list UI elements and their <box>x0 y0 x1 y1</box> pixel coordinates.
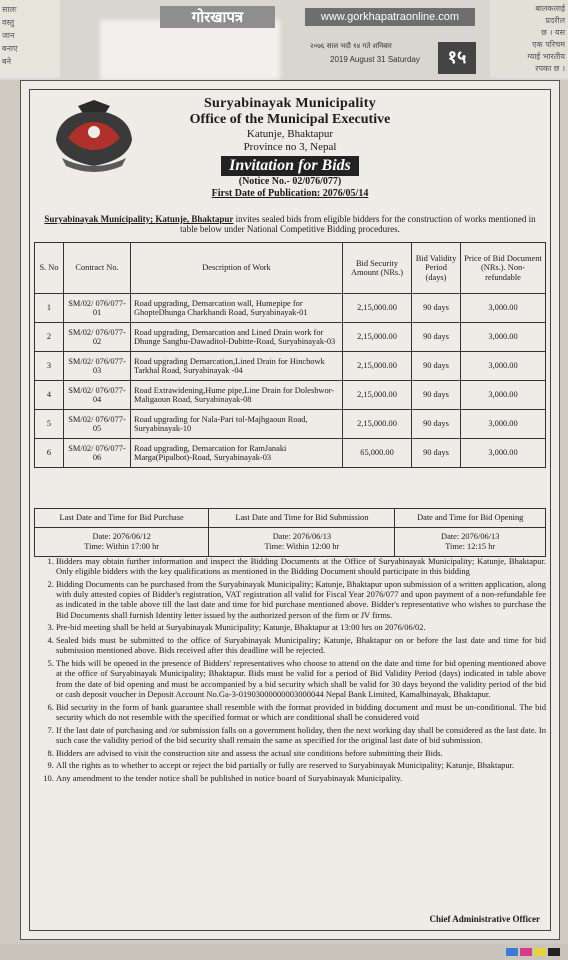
header-validity: Bid Validity Period (days) <box>412 243 461 294</box>
cell-price: 3,000.00 <box>461 294 546 323</box>
terms-list <box>34 556 546 786</box>
list-item: 1. Bidders may obtain further information and inspect the Bidding Documents at the Office of Suryabinayak Municipality; Katunje, Bhaktapur. Only eligible bidders with the key qualifications as mentioned in the Bidding Document should participate in this bidding <box>56 556 546 576</box>
table-row <box>35 352 546 381</box>
masthead-left-line: बनाए <box>2 44 18 53</box>
cell-amount: 2,15,000.00 <box>343 323 412 352</box>
masthead-right-line: रपका छ । <box>535 64 565 73</box>
cell-sno: 4 <box>35 381 64 410</box>
cell-sno: 2 <box>35 323 64 352</box>
bid-table-header-row <box>35 243 546 294</box>
cell-validity: 90 days <box>412 439 461 468</box>
cell-contract: SM/02/ 076/077-01 <box>64 294 131 323</box>
cell-price: 3,000.00 <box>461 381 546 410</box>
header-amount: Bid Security Amount (NRs.) <box>343 243 412 294</box>
masthead-right-line: प्रदरील <box>545 16 565 25</box>
opening-time: Time: 12:15 hr <box>445 542 496 551</box>
page-number: १५ <box>438 42 476 74</box>
newspaper-logo: गोरखापत्र <box>160 6 275 28</box>
submission-header: Last Date and Time for Bid Submission <box>209 509 395 528</box>
cell-contract: SM/02/ 076/077-05 <box>64 410 131 439</box>
cell-validity: 90 days <box>412 352 461 381</box>
page-bottom-strip <box>0 944 568 960</box>
opening-date: Date: 2076/06/13 <box>441 532 500 541</box>
masthead-right-line: छ । यस <box>541 28 565 37</box>
cell-description: Road upgrading, Demarcation wall, Humepipe for GhopteDhunga Charkhandi Road, Suryabinayak-01 <box>131 294 343 323</box>
notice-header <box>30 96 550 200</box>
submission-date: Date: 2076/06/13 <box>272 532 332 541</box>
intro-text: invites sealed bids from eligible bidders for the construction of works mentioned in table below under National Competitive Bidding procedures. <box>180 214 536 234</box>
list-item: 9. All the rights as to whether to accept or reject the bid partially or fully are reserved to Suryabinayak Municipality; Katunje, Bhaktapur. <box>56 760 546 770</box>
table-row <box>35 381 546 410</box>
office-name: Office of the Municipal Executive <box>189 112 391 127</box>
opening-cell <box>395 528 546 557</box>
purchase-cell <box>35 528 209 557</box>
cell-amount: 65,000.00 <box>343 439 412 468</box>
bid-notice <box>20 80 560 940</box>
header-description: Description of Work <box>131 243 343 294</box>
cell-description: Road upgrading, Demarcation and Lined Drain work for Dhunge Sanghu-Dawaditol-Dubitte-Road, Suryabinayak-03 <box>131 323 343 352</box>
cell-validity: 90 days <box>412 294 461 323</box>
notice-title: Invitation for Bids <box>221 156 359 176</box>
date-english: 2019 August 31 Saturday <box>330 55 420 64</box>
cell-description: Road upgrading for Nala-Pari tol-Majhgaoun Road, Suryabinayak-10 <box>131 410 343 439</box>
list-item: 7. If the last date of purchasing and /or submission falls on a government holiday, then the next working day shall be considered as the last date. In such case the validity period of the bid security shall remain the same as specified for the original last date of bid submission. <box>56 725 546 745</box>
cell-amount: 2,15,000.00 <box>343 352 412 381</box>
masthead-right-line: ग्याई भारतीय <box>527 52 565 61</box>
cell-validity: 90 days <box>412 381 461 410</box>
first-publication-date: First Date of Publication: 2076/05/14 <box>211 188 369 199</box>
office-place: Katunje, Bhaktapur <box>246 128 334 140</box>
list-item: 5. The bids will be opened in the presence of Bidders' representatives who choose to attend on the date and time for bid opening mentioned above at the office of Suryabinayak Municipality; Bhaktapur. Bids must be valid for a period of Bid Validity Period (days) indicated in table above from the date of bid opening and must be accompanied by a bid security which shall be valid for 30 days beyond the validity period of the bid or cash deposit voucher in Deposit Account No.Ga-3-01903000000003000044 Nepal Bank Limited, Kamalbinayak, Bhaktapur. <box>56 658 546 699</box>
cell-validity: 90 days <box>412 410 461 439</box>
cell-sno: 5 <box>35 410 64 439</box>
purchase-header: Last Date and Time for Bid Purchase <box>35 509 209 528</box>
submission-cell <box>209 528 395 557</box>
list-item: 8. Bidders are advised to visit the construction site and assess the actual site conditions before submitting their Bids. <box>56 748 546 758</box>
header-price: Price of Bid Document (NRs.). Non-refundable <box>461 243 546 294</box>
color-swatch <box>548 948 560 956</box>
cell-sno: 6 <box>35 439 64 468</box>
masthead-right-line: एक परिचम <box>532 40 565 49</box>
cell-contract: SM/02/ 076/077-06 <box>64 439 131 468</box>
cell-description: Road Extrawidening,Hume pipe,Line Drain for Doleshwor-Maligaoun Road, Suryabinayak-08 <box>131 381 343 410</box>
masthead-right-column <box>490 0 568 78</box>
table-row <box>35 439 546 468</box>
masthead-left-column <box>0 0 60 78</box>
cell-price: 3,000.00 <box>461 323 546 352</box>
list-item: 4. Sealed bids must be submitted to the office of Suryabinayak Municipality; Katunje, Bhaktapur on or before the last date and time for bid submission mentioned above. Bids received after this deadline will be rejected. <box>56 635 546 655</box>
cell-sno: 3 <box>35 352 64 381</box>
list-item: 10. Any amendment to the tender notice shall be published in notice board of Suryabinayak Municipality. <box>56 773 546 783</box>
cell-amount: 2,15,000.00 <box>343 381 412 410</box>
masthead-left-line: सालः <box>2 5 17 14</box>
cell-description: Road upgrading, Demarcation for RamJanaki Marga(Pipalbot)-Road, Suryabinayak-03 <box>131 439 343 468</box>
cell-validity: 90 days <box>412 323 461 352</box>
masthead-left-line: वस्तु <box>2 18 15 27</box>
list-item: 6. Bid security in the form of bank guarantee shall resemble with the format provided in bidding document and must be un-conditional. The bid security which do not resemble with the specified format or which are conditional shall be considered void <box>56 702 546 722</box>
list-item: 2. Bidding Documents can be purchased from the Suryabinayak Municipality; Katunje, Bhaktapur upon submission of a written application, along with duly attested copies of Bidder's registration, VAT registration all valid for Fiscal Year 2076/077 and upon payment of a non-refundable fee as indicated in the table above till the last date and time for bid purchase mentioned above. Bidder's representative who wishes to purchase the Bid Documents shall furnish Identity letter issued by the authorized person of the firm or JV firms. <box>56 579 546 620</box>
cell-amount: 2,15,000.00 <box>343 294 412 323</box>
notice-inner-frame <box>29 89 551 931</box>
intro-municipality: Suryabinayak Municipality; Katunje, Bhaktapur <box>44 214 234 224</box>
color-swatch <box>506 948 518 956</box>
cell-amount: 2,15,000.00 <box>343 410 412 439</box>
bid-table <box>34 242 546 468</box>
notice-number: (Notice No.- 02/076/077) <box>238 176 342 187</box>
dates-header-row <box>35 509 546 528</box>
masthead-right-line: बालकलाई <box>535 4 565 13</box>
header-sno: S. No <box>35 243 64 294</box>
municipality-name: Suryabinayak Municipality <box>203 96 377 111</box>
submission-time: Time: Within 12:00 hr <box>264 542 340 551</box>
dates-value-row <box>35 528 546 557</box>
cell-price: 3,000.00 <box>461 410 546 439</box>
office-province: Province no 3, Nepal <box>243 141 337 153</box>
cell-description: Road upgrading Demarcation,Lined Drain for Hinchowk Tarkhal Road, Suryabinayak -04 <box>131 352 343 381</box>
list-item: 3. Pre-bid meeting shall be held at Suryabinayak Municipality; Katunje, Bhaktapur at 13:00 hrs on 2076/06/02. <box>56 622 546 632</box>
cell-price: 3,000.00 <box>461 439 546 468</box>
header-contract: Contract No. <box>64 243 131 294</box>
table-row <box>35 294 546 323</box>
color-swatch <box>534 948 546 956</box>
newspaper-masthead <box>0 0 568 80</box>
date-nepali: २०७६ साल भदौ १४ गते शनिबार <box>310 42 392 50</box>
purchase-time: Time: Within 17:00 hr <box>84 542 160 551</box>
masthead-left-line: बने <box>2 57 12 66</box>
table-row <box>35 410 546 439</box>
dates-table <box>34 508 546 557</box>
cell-price: 3,000.00 <box>461 352 546 381</box>
cell-contract: SM/02/ 076/077-02 <box>64 323 131 352</box>
signature-title: Chief Administrative Officer <box>429 914 540 924</box>
cell-contract: SM/02/ 076/077-04 <box>64 381 131 410</box>
redacted-area <box>100 20 280 80</box>
masthead-left-line: जान <box>2 31 15 40</box>
cell-contract: SM/02/ 076/077-03 <box>64 352 131 381</box>
website-url: www.gorkhapatraonline.com <box>305 8 475 26</box>
opening-header: Date and Time for Bid Opening <box>395 509 546 528</box>
color-swatch <box>520 948 532 956</box>
cell-sno: 1 <box>35 294 64 323</box>
notice-intro <box>36 214 544 234</box>
table-row <box>35 323 546 352</box>
purchase-date: Date: 2076/06/12 <box>92 532 151 541</box>
